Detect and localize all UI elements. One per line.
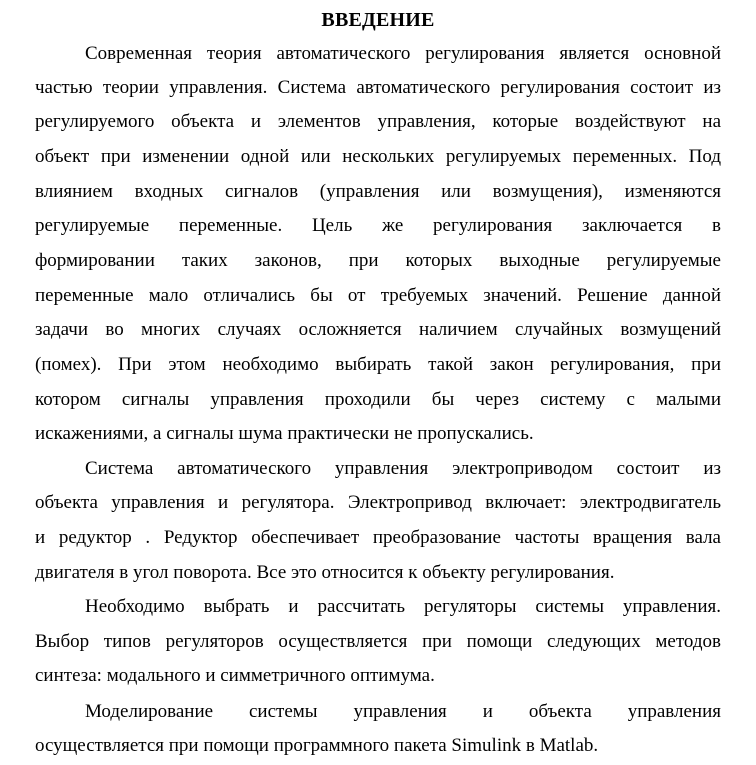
paragraph-1-line-1: Современная теория автоматического регулирования является основной [85, 43, 721, 64]
paragraph-3-line-3: синтеза: модального и симметричного оптимума. [35, 665, 435, 686]
paragraph-1-line-10: (помех). При этом необходимо выбирать такой закон регулирования, при [35, 354, 721, 375]
paragraph-4-line-1: Моделирование системы управления и объекта управления [85, 701, 721, 722]
paragraph-1-line-6: регулируемые переменные. Цель же регулирования заключается в [35, 215, 721, 236]
paragraph-1-line-5: влиянием входных сигналов (управления или возмущения), изменяются [35, 181, 721, 202]
paragraph-2-line-2: объекта управления и регулятора. Электропривод включает: электродвигатель [35, 492, 721, 513]
paragraph-1-line-4: объект при изменении одной или нескольких регулируемых переменных. Под [35, 146, 721, 167]
paragraph-2-line-1: Система автоматического управления электроприводом состоит из [85, 458, 721, 479]
paragraph-1-line-2: частью теории управления. Система автоматического регулирования состоит из [35, 77, 721, 98]
paragraph-1-line-11: котором сигналы управления проходили бы через систему с малыми [35, 389, 721, 410]
paragraph-3-line-1: Необходимо выбрать и рассчитать регуляторы системы управления. [85, 596, 721, 617]
paragraph-4-line-2: осуществляется при помощи программного пакета Simulink в Matlab. [35, 735, 599, 756]
paragraph-1-line-9: задачи во многих случаях осложняется наличием случайных возмущений [35, 319, 721, 340]
paragraph-1-line-3: регулируемого объекта и элементов управления, которые воздействуют на [35, 111, 721, 132]
paragraph-1-line-8: переменные мало отличались бы от требуемых значений. Решение данной [35, 285, 721, 306]
page-title: ВВЕДЕНИЕ [321, 9, 435, 31]
paragraph-3-line-2: Выбор типов регуляторов осуществляется при помощи следующих методов [35, 631, 721, 652]
paragraph-2-line-3: и редуктор . Редуктор обеспечивает преобразование частоты вращения вала [35, 527, 721, 548]
paragraph-1-line-7: формировании таких законов, при которых выходные регулируемые [35, 250, 721, 271]
paragraph-2-line-4: двигателя в угол поворота. Все это относится к объекту регулирования. [35, 562, 615, 583]
paragraph-1-line-12: искажениями, а сигналы шума практически не пропускались. [35, 423, 534, 444]
